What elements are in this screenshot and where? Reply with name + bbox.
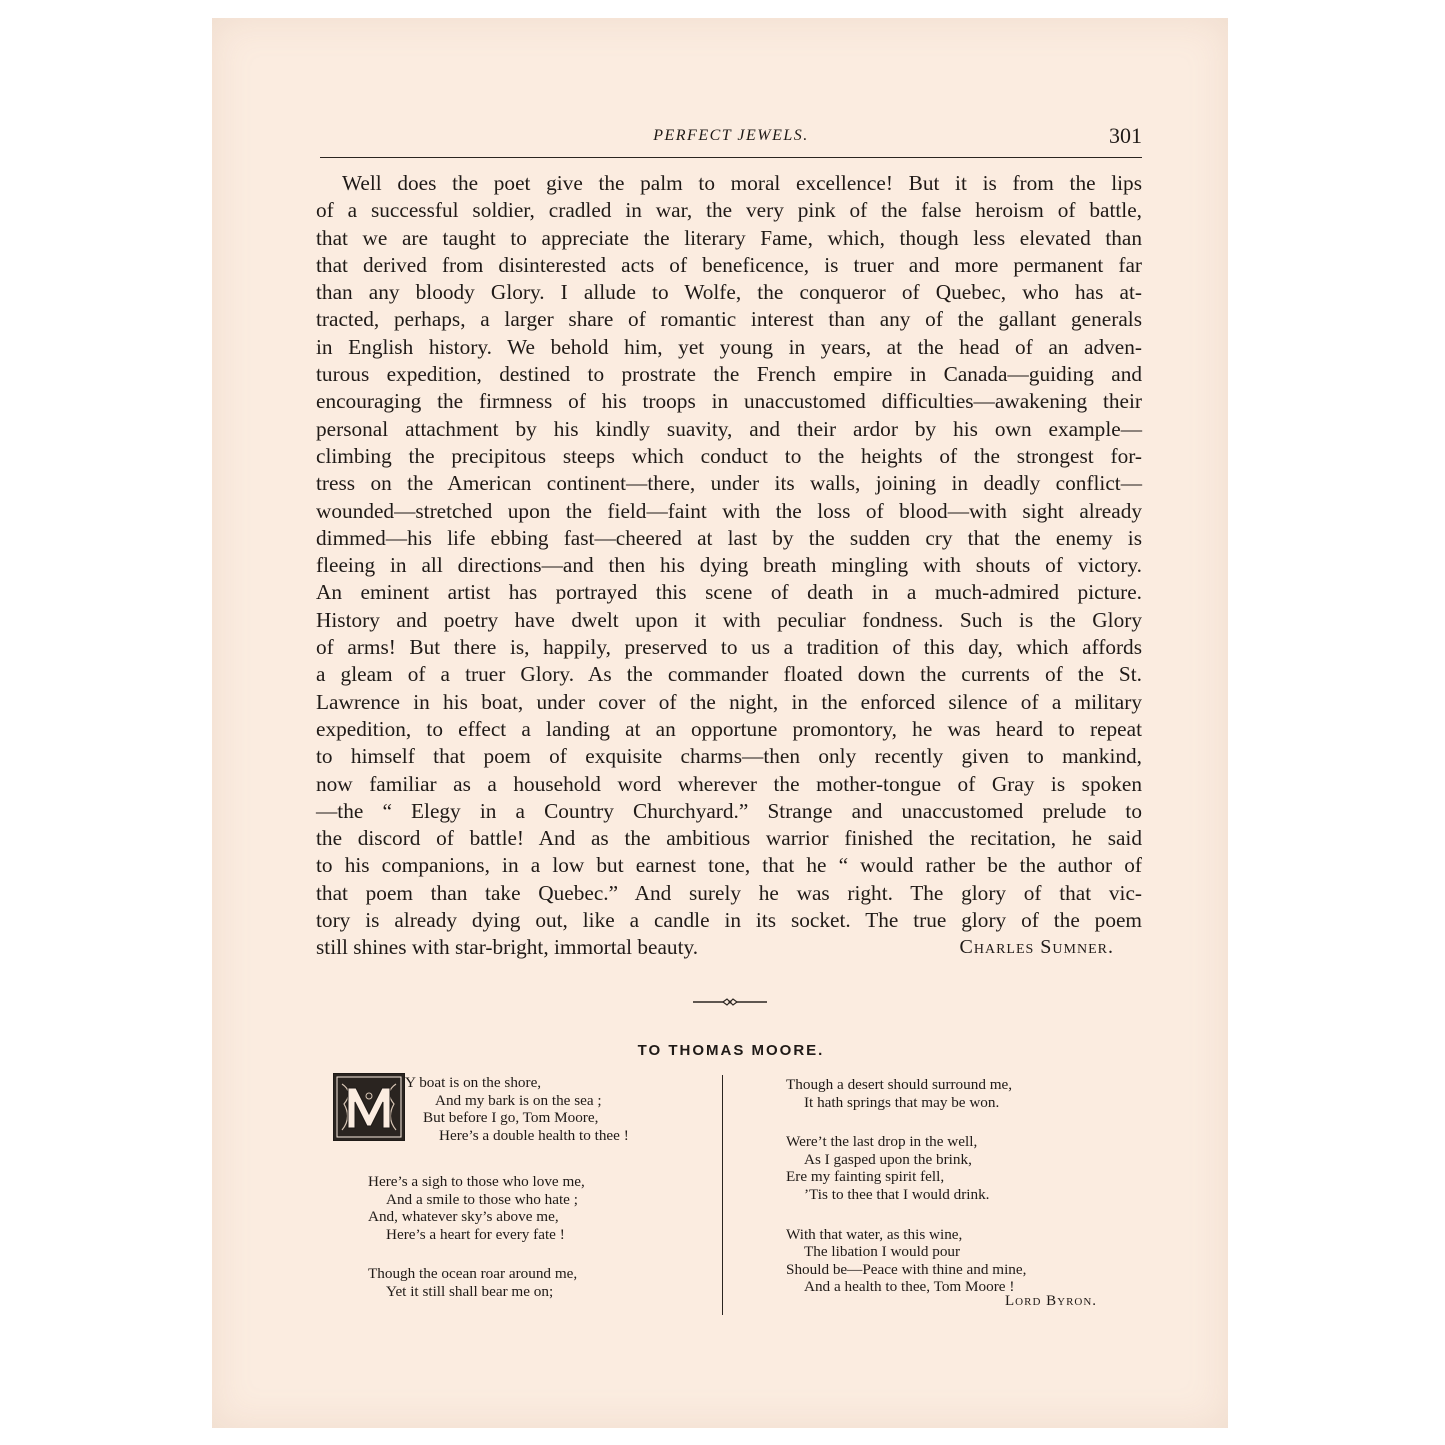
poem-line: Y boat is on the shore, — [405, 1074, 542, 1091]
poem-stanza — [368, 1265, 585, 1300]
prose-line: a gleam of a truer Glory. As the commander floated down the currents of the St. — [316, 662, 1142, 687]
poem-author: Lord Byron. — [1005, 1293, 1098, 1309]
poem-line: ’Tis to thee that I would drink. — [804, 1185, 990, 1203]
prose-line: wounded—stretched upon the field—faint with the loss of blood—with sight already — [316, 498, 1142, 523]
poem-line: Should be—Peace with thine and mine, — [786, 1260, 1027, 1278]
prose-line: tress on the American continent—there, under its walls, joining in deadly conflict— — [316, 471, 1142, 496]
prose-line: in English history. We behold him, yet young in years, at the head of an adven- — [316, 334, 1142, 359]
poem-line: And a health to thee, Tom Moore ! — [804, 1278, 1015, 1296]
poem-left-column-lower — [368, 1173, 585, 1318]
prose-line: encouraging the firmness of his troops in unaccustomed difficulties—awakening their — [316, 389, 1142, 414]
prose-line: still shines with star-bright, immortal beauty. — [316, 935, 699, 960]
prose-line: tory is already dying out, like a candle in its socket. The true glory of the poem — [316, 908, 1142, 933]
poem-line: Though a desert should surround me, — [786, 1076, 1013, 1093]
prose-line: fleeing in all directions—and then his dying breath mingling with shouts of victory. — [316, 553, 1142, 578]
section-ornament — [693, 992, 767, 1012]
poem-line: Ere my fainting spirit fell, — [786, 1168, 945, 1186]
page-header — [320, 123, 1142, 155]
poem-left-column — [405, 1074, 629, 1161]
prose-line: climbing the precipitous steeps which conduct to the heights of the strongest for- — [316, 443, 1142, 468]
poem-stanza — [405, 1074, 629, 1144]
running-title: PERFECT JEWELS. — [653, 127, 809, 144]
poem-right-column — [786, 1076, 1026, 1313]
prose-line: Well does the poet give the palm to moral excellence! But it is from the lips — [342, 171, 1142, 195]
prose-line: personal attachment by his kindly suavity, and their ardor by his own example— — [316, 416, 1142, 441]
prose-line: that we are taught to appreciate the literary Fame, which, though less elevated than — [316, 225, 1142, 250]
poem-line: Here’s a double health to thee ! — [439, 1126, 629, 1144]
poem-stanza — [786, 1076, 1026, 1111]
poem-line: As I gasped upon the brink, — [804, 1150, 972, 1168]
prose-line: An eminent artist has portrayed this scene of death in a much-admired picture. — [316, 580, 1142, 605]
prose-line: the discord of battle! And as the ambitious warrior finished the recitation, he said — [316, 826, 1142, 851]
prose-line: tracted, perhaps, a larger share of romantic interest than any of the gallant generals — [316, 307, 1142, 332]
prose-block — [316, 170, 1142, 962]
poem-line: And a smile to those who hate ; — [386, 1190, 578, 1208]
poem-line: It hath springs that may be won. — [804, 1093, 1000, 1111]
prose-line: to his companions, in a low but earnest tone, that he “ would rather be the author of — [316, 853, 1142, 878]
prose-line: than any bloody Glory. I allude to Wolfe, the conqueror of Quebec, who has at- — [316, 280, 1142, 305]
prose-line: turous expedition, destined to prostrate the French empire in Canada—guiding and — [316, 362, 1142, 387]
prose-line: now familiar as a household word wherever the mother-tongue of Gray is spoken — [316, 771, 1142, 796]
prose-author: Charles Sumner. — [959, 936, 1114, 959]
prose-line: —the “ Elegy in a Country Churchyard.” Strange and unaccustomed prelude to — [316, 798, 1142, 823]
prose-line: of arms! But there is, happily, preserved to us a tradition of this day, which affords — [316, 635, 1142, 660]
poem-line: But before I go, Tom Moore, — [423, 1109, 599, 1127]
prose-line: to himself that poem of exquisite charms—then only recently given to mankind, — [316, 744, 1142, 769]
poem-stanza — [786, 1133, 1026, 1203]
column-divider — [722, 1075, 723, 1315]
prose-line: expedition, to effect a landing at an opportune promontory, he was heard to repeat — [316, 716, 1142, 741]
prose-line: of a successful soldier, cradled in war, the very pink of the false heroism of battle, — [316, 198, 1142, 223]
poem-line: With that water, as this wine, — [786, 1225, 963, 1243]
poem-line: Yet it still shall bear me on; — [386, 1282, 554, 1300]
poem-stanza — [786, 1226, 1026, 1296]
prose-line: Lawrence in his boat, under cover of the night, in the enforced silence of a military — [316, 689, 1142, 714]
poem-line: Were’t the last drop in the well, — [786, 1133, 978, 1151]
prose-last-line — [316, 934, 1142, 961]
poem-line: The libation I would pour — [804, 1243, 961, 1261]
header-rule — [320, 157, 1142, 158]
page-number: 301 — [1109, 123, 1142, 148]
dropcap-initial — [333, 1073, 405, 1141]
poem-line: And, whatever sky’s above me, — [368, 1208, 559, 1226]
poem-line: Though the ocean roar around me, — [368, 1265, 578, 1283]
poem-line: Here’s a heart for every fate ! — [386, 1225, 565, 1243]
poem-line: And my bark is on the sea ; — [435, 1091, 602, 1109]
prose-line: dimmed—his life ebbing fast—cheered at last by the sudden cry that the enemy is — [316, 525, 1142, 550]
poem-line: Here’s a sigh to those who love me, — [368, 1173, 585, 1190]
prose-line: History and poetry have dwelt upon it with peculiar fondness. Such is the Glory — [316, 607, 1142, 632]
poem-title: TO THOMAS MOORE. — [637, 1042, 825, 1059]
prose-line: that poem than take Quebec.” And surely he was right. The glory of that vic- — [316, 880, 1142, 905]
poem-stanza — [368, 1173, 585, 1243]
prose-line: that derived from disinterested acts of beneficence, is truer and more permanent far — [316, 252, 1142, 277]
